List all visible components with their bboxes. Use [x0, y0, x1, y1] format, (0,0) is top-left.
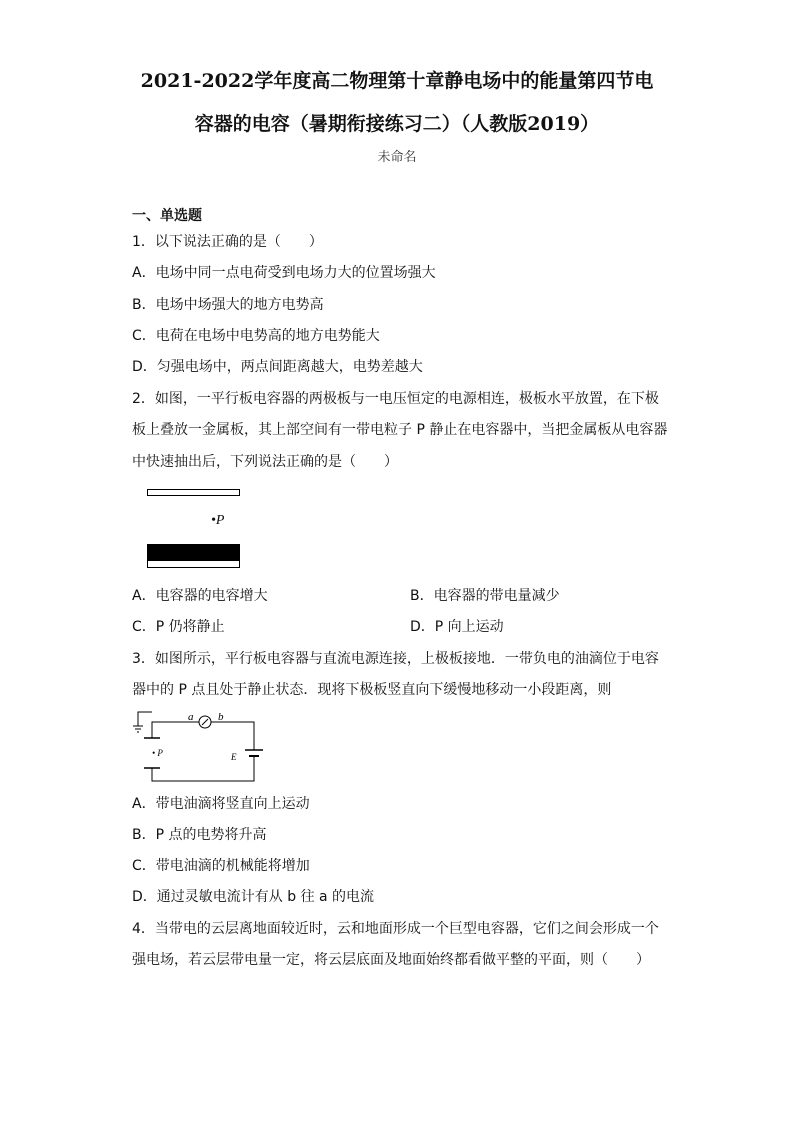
particle-p-label: •P: [211, 513, 225, 528]
doc-title-line2: 容器的电容（暑期衔接练习二）（人教版2019）: [194, 113, 600, 135]
q3-option-d: D．通过灵敏电流计有从 b 往 a 的电流: [132, 889, 375, 905]
top-wire-right: [211, 722, 254, 750]
label-b: b: [218, 711, 224, 723]
q3-option-a: A．带电油滴将竖直向上运动: [132, 796, 310, 812]
q2-capacitor-figure: [145, 486, 245, 572]
label-a: a: [188, 711, 194, 723]
q4-stem-line1: 4．当带电的云层离地面较近时，云和地面形成一个巨型电容器，它们之间会形成一个: [132, 921, 659, 937]
doc-title-line1: 2021-2022学年度高二物理第十章静电场中的能量第四节电: [140, 70, 654, 92]
q2-stem-line1: 2．如图，一平行板电容器的两极板与一电压恒定的电源相连，极板水平放置，在下极: [132, 391, 659, 407]
q1-option-d: D．匀强电场中，两点间距离越大，电势差越大: [132, 359, 423, 375]
q1-option-b: B．电场中场强大的地方电势高: [132, 297, 324, 313]
label-e: E: [231, 752, 237, 762]
lower-plate: [147, 560, 240, 568]
q2-option-d: D．P 向上运动: [410, 619, 504, 635]
q3-option-b: B．P 点的电势将升高: [132, 827, 267, 843]
q3-stem-line2: 器中的 P 点且处于静止状态．现将下极板竖直向下缓慢地移动一小段距离，则: [132, 682, 612, 698]
q2-option-b: B．电容器的带电量减少: [410, 588, 560, 604]
q2-stem-line3: 中快速抽出后，下列说法正确的是（ ）: [132, 454, 398, 470]
q3-option-c: C．带电油滴的机械能将增加: [132, 858, 310, 874]
q2-option-c: C．P 仍将静止: [132, 619, 225, 635]
author: 未命名: [377, 150, 417, 165]
q1-stem: 1．以下说法正确的是（ ）: [132, 234, 323, 250]
upper-plate: [147, 489, 240, 496]
metal-plate: [147, 544, 240, 560]
q1-option-c: C．电荷在电场中电势高的地方电势能大: [132, 328, 380, 344]
q1-option-a: A．电场中同一点电荷受到电场力大的位置场强大: [132, 265, 436, 281]
q3-circuit-figure: [130, 708, 270, 788]
bottom-wire: [152, 756, 254, 781]
q2-stem-line2: 板上叠放一金属板，其上部空间有一带电粒子 P 静止在电容器中，当把金属板从电容器: [132, 422, 668, 438]
q4-stem-line2: 强电场，若云层带电量一定，将云层底面及地面始终都看做平整的平面，则（ ）: [132, 952, 650, 968]
q3-stem-line1: 3．如图所示，平行板电容器与直流电源连接，上极板接地．一带负电的油滴位于电容: [132, 651, 659, 667]
section-heading: 一、单选题: [132, 208, 202, 224]
ground-symbol: [133, 712, 152, 732]
label-p: • P: [152, 748, 163, 758]
top-wire: [152, 722, 199, 738]
q2-option-a: A．电容器的电容增大: [132, 588, 268, 604]
